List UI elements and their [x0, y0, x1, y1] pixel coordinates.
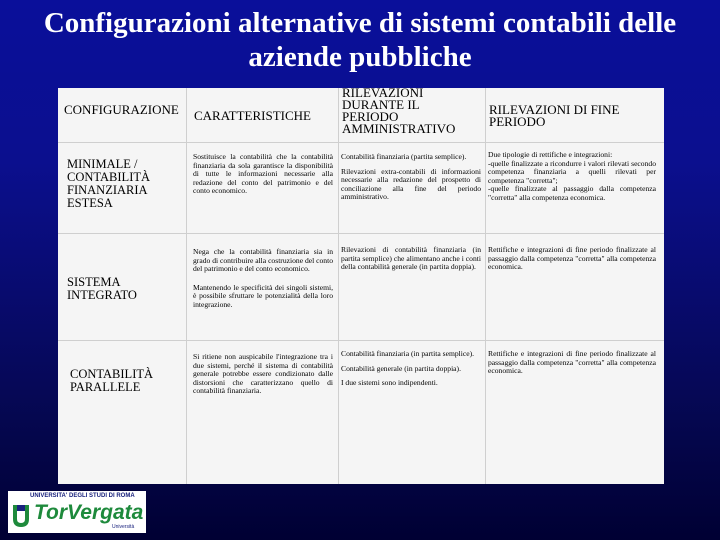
page-title — [0, 6, 720, 74]
tor-vergata-u-logo-icon — [11, 503, 31, 529]
cell-text: Contabilità finanziaria (in partita semplice). — [341, 349, 475, 358]
row-divider — [58, 233, 664, 234]
row-parallele-caratteristiche — [193, 353, 333, 402]
title-line-1: Configurazioni alternative di sistemi contabili delle — [43, 7, 677, 39]
header-rilevazioni-fine: RILEVAZIONI DI FINE PERIODO — [489, 102, 620, 129]
cell-text: Nega che la contabilità finanziaria sia in grado di contribuire alla costruzione del conto del patrimonio e del conto economico. — [193, 247, 334, 274]
logo-university-text: UNIVERSITA' DEGLI STUDI DI ROMA — [30, 493, 135, 499]
cell-text: Mantenendo le specificità dei singoli sistemi, è possibile sfruttare le potenzialità della loro integrazione. — [193, 282, 333, 309]
logo-sub-text: Università — [112, 524, 135, 530]
logo-brand-text: TorVergata — [34, 501, 144, 524]
title-line-2: aziende pubbliche — [248, 41, 472, 73]
row-divider — [58, 142, 664, 143]
header-configurazione: CONFIGURAZIONE — [64, 102, 179, 117]
row-divider — [58, 340, 664, 341]
row-label-contabilita-parallele: CONTABILITÀ PARALLELE — [70, 367, 154, 394]
cell-text: Sostituisce la contabilità che la contabilità finanziaria da sola garantisce la disponibilità di tutte le informazioni necessarie alla redazione del conto del patrimonio e del conto economico. — [193, 152, 333, 196]
cell-text: Rilevazioni di contabilità finanziaria (in partita semplice) che alimentano anche i conti della contabilità generale (in partita doppia). — [341, 245, 481, 272]
row-label-minimale: MINIMALE / CONTABILITÀ FINANZIARIA ESTESA — [67, 157, 151, 210]
row-parallele-fine — [488, 350, 656, 382]
column-divider — [338, 88, 339, 484]
row-minimale-fine — [488, 151, 656, 203]
cell-text: Rettifiche e integrazioni di fine periodo finalizzate al passaggio dalla competenza "corretta" alla competenza economica. — [488, 245, 656, 272]
row-minimale-durante — [341, 153, 481, 208]
cell-text: Si ritiene non auspicabile l'integrazione tra i due sistemi, perché il sistema di contabilità generale potrebbe essere condizionato dalle distorsioni che caratterizzano quello di contabilità finanziaria. — [193, 352, 333, 396]
university-logo — [8, 491, 146, 533]
header-rilevazioni-durante: RILEVAZIONI DURANTE IL PERIODO AMMINISTRATIVO — [342, 85, 456, 136]
cell-text: Contabilità generale (in partita doppia). — [341, 363, 461, 373]
row-minimale-caratteristiche — [193, 153, 333, 202]
row-integrato-durante — [341, 246, 481, 278]
row-parallele-durante — [341, 350, 481, 394]
cell-text: Rettifiche e integrazioni di fine periodo finalizzate al passaggio dalla competenza "corretta" alla competenza economica. — [488, 349, 656, 376]
row-integrato-caratteristiche — [193, 248, 333, 316]
cell-text: Due tipologie di rettifiche e integrazioni: — [488, 150, 613, 159]
column-divider — [485, 88, 486, 484]
cell-text: Rilevazioni extra-contabili di informazioni necessarie alla redazione del prospetto di conciliazione alla fine del periodo amministrativo. — [341, 166, 481, 202]
header-caratteristiche: CARATTERISTICHE — [194, 108, 311, 123]
cell-text: -quelle finalizzate a ricondurre i valori rilevati secondo competenza finanziaria a quelli rilevati per competenza "corretta"; — [488, 158, 656, 185]
cell-text: -quelle finalizzate al passaggio dalla competenza "corretta" alla competenza economica. — [488, 184, 656, 202]
cell-text: Contabilità finanziaria (partita semplice). — [341, 152, 467, 161]
row-integrato-fine — [488, 246, 656, 278]
cell-text: I due sistemi sono indipendenti. — [341, 378, 438, 388]
row-label-sistema-integrato: SISTEMA INTEGRATO — [67, 275, 137, 302]
